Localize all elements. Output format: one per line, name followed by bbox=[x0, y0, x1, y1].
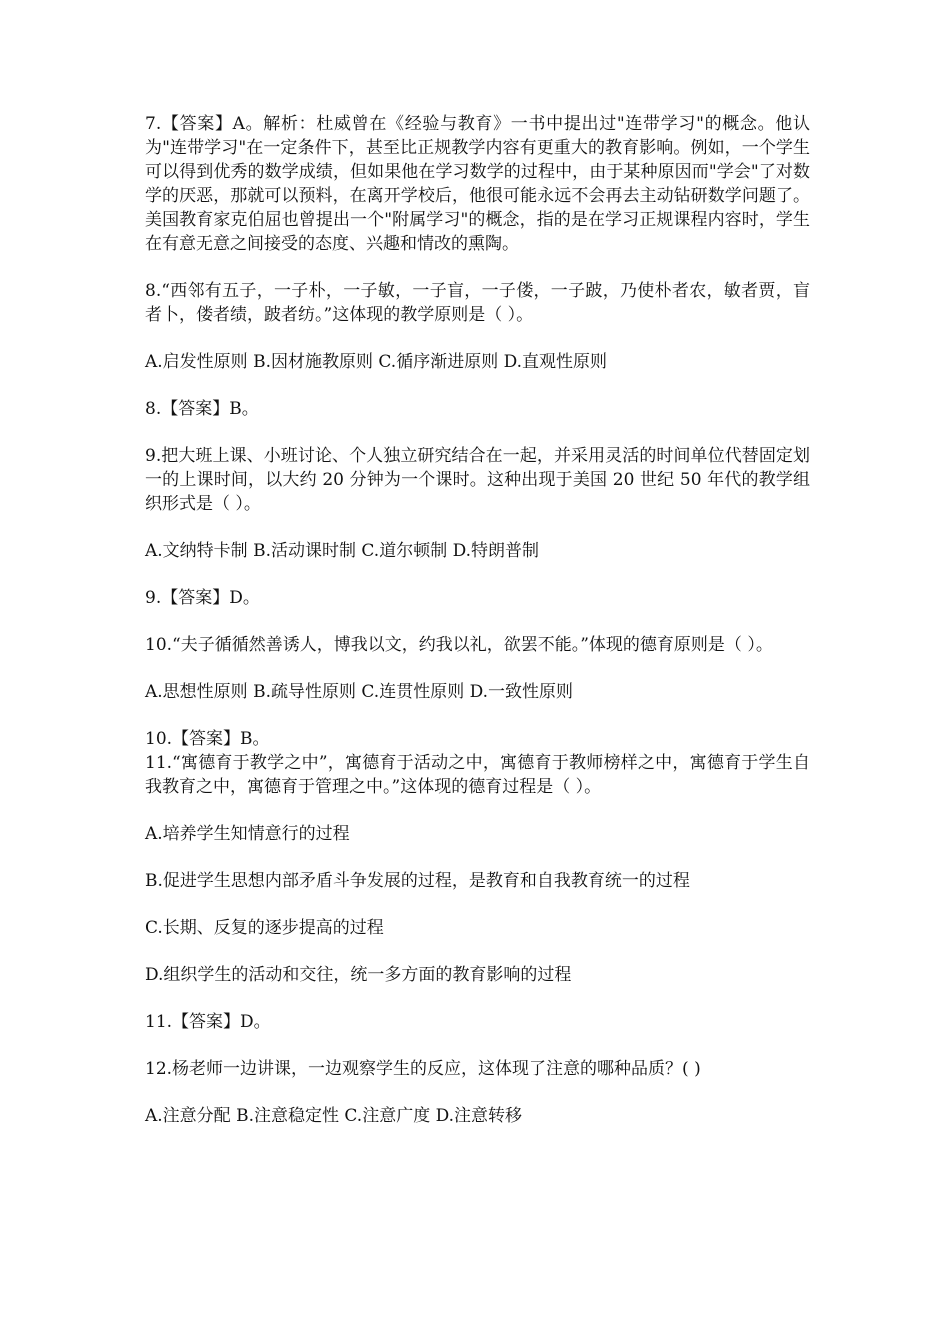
q7-answer-explanation: 7.【答案】A。解析：杜威曾在《经验与教育》一书中提出过"连带学习"的概念。他认为"连带学习"在一定条件下，甚至比正规教学内容有更重大的教育影响。例如，一个学生可以得到优秀的数学成绩，但如果他在学习数学的过程中，由于某种原因而"学会"了对数学的厌恶，那就可以预料，在离开学校后，他很可能永远不会再去主动钻研数学问题了。美国教育家克伯屈也曾提出一个"附属学习"的概念，指的是在学习正规课程内容时，学生在有意无意之间接受的态度、兴趣和情改的熏陶。 bbox=[145, 114, 810, 254]
q10-question: 10.“夫子循循然善诱人，博我以文，约我以礼，欲罢不能。”体现的德育原则是（ ）。 bbox=[145, 635, 773, 655]
q12-options: A.注意分配 B.注意稳定性 C.注意广度 D.注意转移 bbox=[145, 1106, 523, 1126]
document-page bbox=[145, 112, 810, 1151]
q11-answer: 11.【答案】D。 bbox=[145, 1012, 271, 1032]
q8-options: A.启发性原则 B.因材施教原则 C.循序渐进原则 D.直观性原则 bbox=[145, 352, 608, 372]
q11-option-c: C.长期、反复的逐步提高的过程 bbox=[145, 918, 384, 938]
q11-option-a: A.培养学生知情意行的过程 bbox=[145, 824, 350, 844]
q8-question: 8.“西邻有五子，一子朴，一子敏，一子盲，一子偻，一子跛，乃使朴者农，敏者贾，盲者卜，偻者绩，跛者纺。”这体现的教学原则是（ ）。 bbox=[145, 281, 810, 325]
q9-options: A.文纳特卡制 B.活动课时制 C.道尔顿制 D.特朗普制 bbox=[145, 541, 540, 561]
q11-option-b: B.促进学生思想内部矛盾斗争发展的过程，是教育和自我教育统一的过程 bbox=[145, 871, 690, 891]
q10-options: A.思想性原则 B.疏导性原则 C.连贯性原则 D.一致性原则 bbox=[145, 682, 574, 702]
q9-question: 9.把大班上课、小班讨论、个人独立研究结合在一起，并采用灵活的时间单位代替固定划一的上课时间，以大约 20 分钟为一个课时。这种出现于美国 20 世纪 50 年代的教学组织形式是（ ）。 bbox=[145, 446, 810, 514]
q8-answer: 8.【答案】B。 bbox=[145, 399, 259, 419]
q9-answer: 9.【答案】D。 bbox=[145, 588, 260, 608]
q12-question: 12.杨老师一边讲课，一边观察学生的反应，这体现了注意的哪种品质？( ) bbox=[145, 1059, 701, 1079]
q11-option-d: D.组织学生的活动和交往，统一多方面的教育影响的过程 bbox=[145, 965, 572, 985]
q10-answer: 10.【答案】B。 bbox=[145, 729, 270, 749]
q11-question: 11.“寓德育于教学之中”，寓德育于活动之中，寓德育于教师榜样之中，寓德育于学生自我教育之中，寓德育于管理之中。”这体现的德育过程是（ ）。 bbox=[145, 753, 810, 797]
